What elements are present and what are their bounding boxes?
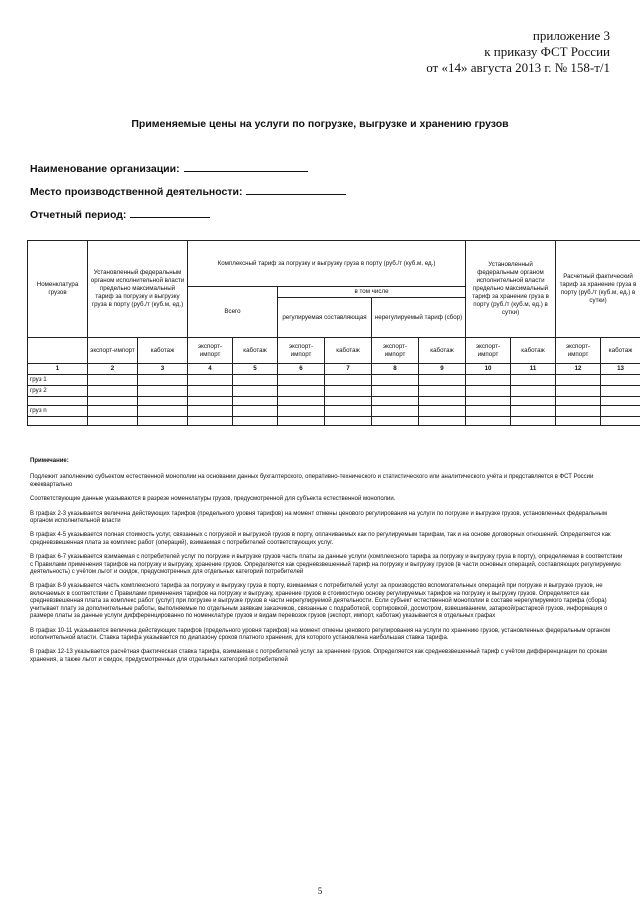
org-name-field [30, 161, 308, 175]
note-paragraph: В графах 4-5 указывается полная стоимость услуг, связанных с погрузкой и выгрузкой грузов в порту, оплачиваемых как по регулируемым тарифам, так и на основе договорных отношений. Определяется как средневзвешенная плата за комплекс работ (операций), взимаемая с потребителей соответствующих услуг. [30, 532, 611, 546]
row-label [28, 397, 88, 406]
col-number: 5 [233, 364, 278, 375]
column-numbers-row [28, 364, 640, 375]
header-storage-max: Установленный федеральным органом исполнительной власти предельно максимальный тариф за хранение груза в порту (руб./т (куб.м, ед.) в сутки) [466, 241, 556, 338]
col-number: 7 [325, 364, 372, 375]
order-date: от «14» августа 2013 г. № 158-т/1 [426, 60, 610, 75]
col-number: 10 [466, 364, 511, 375]
note-paragraph: В графах 6-7 указывается взимаемая с потребителей услуг по погрузке и выгрузке грузов часть платы за данные услуги (комплексного тарифа за погрузку и выгрузку груза в порту), определяемая в соответствии с Правилами применения тарифов на погрузку и выгрузку, хранение грузов. Определяется как средневзвешенный тариф на погрузку и выгрузку грузов (в части основных операций, составляющих регулируемую деятельность) с учётом льгот и скидок, предусмотренных для отдельных категорий потребителей [30, 554, 623, 576]
sub-export-10: экспорт-импорт [466, 338, 511, 364]
table-row [28, 397, 640, 406]
org-name-blank[interactable] [184, 161, 308, 172]
note-paragraph: В графах 12-13 указывается расчётная фактическая ставка тарифа, взимаемая с потребителей услуг за хранение грузов. Определяется как средневзвешенный тариф с учётом дифференциации по срокам хранения, а также льгот и скидок, предусмотренных для отдельных категорий потребителей [30, 649, 607, 663]
col-number: 1 [28, 364, 88, 375]
sub-export-2: экспорт-импорт [88, 338, 138, 364]
sub-export-8: экспорт-импорт [372, 338, 419, 364]
note-paragraph: Подлежит заполнению субъектом естественной монополии на основании данных бухгалтерского, оперативно-технического и статистического или аналитического учёта и представляется в ФСТ России ежеквартально [30, 474, 594, 488]
table-row [28, 375, 640, 386]
sub-export-12: экспорт-импорт [556, 338, 601, 364]
place-field [30, 184, 346, 198]
header-regulated: регулируемая составляющая [278, 298, 372, 338]
col-number: 13 [601, 364, 640, 375]
table-row [28, 386, 640, 397]
col-number: 11 [511, 364, 556, 375]
header-max-tariff: Установленный федеральным органом исполнительной власти предельно максимальный тариф за погрузку и выгрузку груза в порту (руб./т (куб.м, ед.) [88, 241, 188, 338]
row-label: груз n [28, 406, 88, 417]
sub-export-4: экспорт-импорт [188, 338, 233, 364]
sub-cabotage-9: каботаж [419, 338, 466, 364]
header-complex-tariff: Комплексный тариф за погрузку и выгрузку груза в порту (руб./т (куб.м, ед.) [188, 241, 466, 287]
sub-export-6: экспорт-импорт [278, 338, 325, 364]
col-number: 9 [419, 364, 466, 375]
place-label: Место производственной деятельности: [30, 186, 243, 198]
header-nomenclature: Номенклатура грузов [28, 241, 88, 338]
sub-cabotage-5: каботаж [233, 338, 278, 364]
note-paragraph: В графах 2-3 указывается величина действующих тарифов (предельного уровня тарифов) на момент отмены ценового регулирования на услуги по погрузке и выгрузке грузов, установленных федеральным органом исполнительной власти [30, 510, 607, 525]
header-total: Всего [188, 287, 278, 338]
order-reference [426, 28, 610, 76]
table-row [28, 417, 640, 426]
period-blank[interactable] [130, 207, 210, 218]
sub-cabotage-11: каботаж [511, 338, 556, 364]
col-number: 3 [138, 364, 188, 375]
sub-cabotage-13: каботаж [601, 338, 640, 364]
col-number: 12 [556, 364, 601, 375]
header-including: в том числе [278, 287, 466, 298]
place-blank[interactable] [246, 184, 346, 195]
tariff-table [27, 240, 640, 426]
period-label: Отчетный период: [30, 209, 127, 221]
header-blank [28, 338, 88, 364]
period-field [30, 207, 210, 221]
notes-section [30, 458, 626, 671]
document-title: Применяемые цены на услуги по погрузке, выгрузке и хранению грузов [131, 118, 509, 130]
row-label: груз 2 [28, 386, 88, 397]
header-storage-fact: Расчетный фактический тариф за хранение груза в порту (руб./т (куб.м, ед.) в сутки) [556, 241, 640, 338]
header-unregulated: нерегулируемый тариф (сбор) [372, 298, 466, 338]
note-paragraph: В графах 8-9 указывается часть комплексного тарифа за погрузку и выгрузку груза в порту, взимаемая с потребителей услуг за производство вспомогательных операций при погрузке и выгрузке грузов, не включаемых в соответствии с Правилами применения тарифов на погрузку и выгрузку, хранение грузов в стоимостную основу регулируемых тарифов на погрузку и выгрузку грузов. Определяется как средневзвешенная плата за комплекс работ (услуг) при погрузке и выгрузке грузов в части нерегулируемой деятельности. Если субъект естественной монополии в составе нерегулируемого тарифа (сбора) учитывает плату за дополнительные работы, выполняемые по отдельным заявкам заказчиков, связанные с подработкой, сортировкой, досмотром, взвешиванием, затаркой/растаркой грузов, информация о размере платы за данные услуги дифференцированно по номенклатуре грузов и видам перевозок грузов (экспорт, импорт, каботаж) указывается в отдельных графах [30, 583, 608, 620]
appendix-label: приложение 3 [532, 28, 610, 43]
note-paragraph: В графах 10-11 указывается величина действующих тарифов (предельного уровня тарифов) на момент отмены ценового регулирования на услуги по хранению грузов, установленных федеральным органом исполнительной власти. Ставка тарифа указывается по диапазону сроков платного хранения, для которого установлена наибольшая ставка тарифа. [30, 627, 610, 641]
table-row [28, 406, 640, 417]
order-name: к приказу ФСТ России [484, 44, 610, 59]
col-number: 6 [278, 364, 325, 375]
page-number: 5 [317, 886, 323, 896]
sub-cabotage-3: каботаж [138, 338, 188, 364]
row-label [28, 417, 88, 426]
sub-cabotage-7: каботаж [325, 338, 372, 364]
org-name-label: Наименование организации: [30, 163, 180, 175]
notes-title: Примечание: [30, 458, 69, 464]
col-number: 2 [88, 364, 138, 375]
col-number: 4 [188, 364, 233, 375]
note-paragraph: Соответствующие данные указываются в разрезе номенклатуры грузов, предусмотренной для субъекта естественной монополии. [30, 496, 396, 503]
col-number: 8 [372, 364, 419, 375]
row-label: груз 1 [28, 375, 88, 386]
